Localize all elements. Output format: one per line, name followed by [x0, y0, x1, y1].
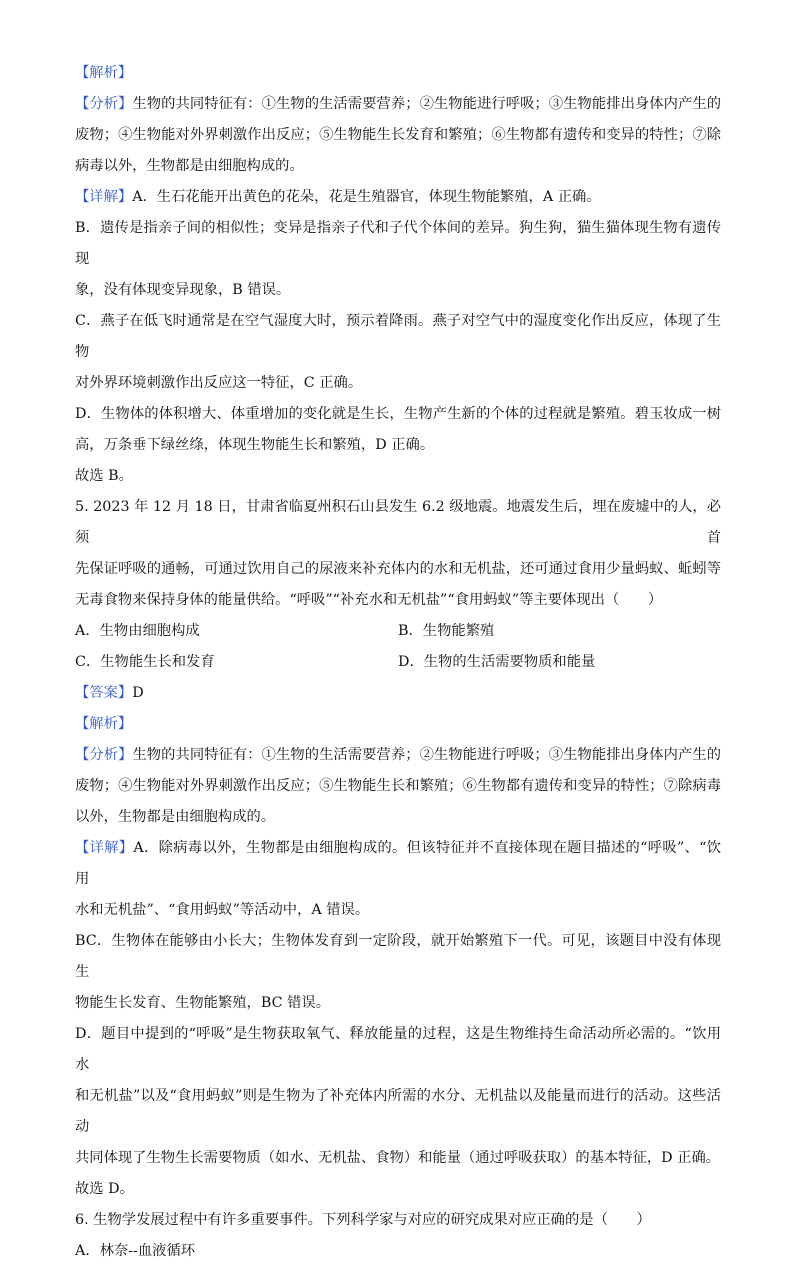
- q5-stem-line-2: 先保证呼吸的通畅，可通过饮用自己的尿液来补充体内的水和无机盐，还可通过食用少量蚂蚁、蚯蚓等: [75, 561, 721, 577]
- q4-jiexi-heading: [75, 58, 721, 89]
- q4-xiangjie-text-1: A．生石花能开出黄色的花朵，花是生殖器官，体现生物能繁殖，A 正确。: [132, 189, 601, 205]
- q4-fenxi-line-3: 病毒以外，生物都是由细胞构成的。: [75, 158, 304, 174]
- q4-xiangjie-line-4: C．燕子在低飞时通常是在空气湿度大时，预示着降雨。燕子对空气中的湿度变化作出反应，体现了生物: [75, 313, 721, 360]
- q4-xiangjie-line-6: D．生物体的体积增大、体重增加的变化就是生长，生物产生新的个体的过程就是繁殖。碧玉妆成一树: [75, 406, 721, 422]
- q5-answer: [75, 678, 721, 709]
- q5-fenxi-line-3: 以外，生物都是由细胞构成的。: [75, 809, 276, 825]
- q4-xiangjie-line-3: 象，没有体现变异现象，B 错误。: [75, 282, 291, 298]
- q4-conclusion: 故选 B。: [75, 468, 133, 484]
- jiexi-label: 【解析】: [75, 65, 133, 81]
- jiexi-label: 【解析】: [75, 716, 133, 732]
- q5-xiangjie-line-2: 水和无机盐”、“食用蚂蚁”等活动中，A 错误。: [75, 902, 370, 918]
- q6-option-a: A．林奈--血液循环: [75, 1243, 196, 1259]
- answer-label: 【答案】: [75, 685, 133, 701]
- q5-stem-line-1: 5. 2023 年 12 月 18 日，甘肃省临夏州积石山县发生 6.2 级地震。地震发生后，埋在废墟中的人，必须首: [75, 499, 721, 546]
- q5-xiangjie-line-5: D．题目中提到的“呼吸”是生物获取氧气、释放能量的过程，这是生物维持生命活动所必需的。“饮用水: [75, 1026, 721, 1073]
- q5-answer-value: D: [132, 685, 144, 701]
- q4-xiangjie-line-5: 对外界环境刺激作出反应这一特征，C 正确。: [75, 375, 363, 391]
- fenxi-label: 【分析】: [75, 96, 133, 112]
- q4-xiangjie-line-7: 高，万条垂下绿丝绦，体现生物能生长和繁殖，D 正确。: [75, 437, 435, 453]
- fenxi-label: 【分析】: [75, 747, 133, 763]
- q5-option-b: B．生物能繁殖: [398, 623, 495, 639]
- q5-fenxi-line-2: 废物；④生物能对外界刺激作出反应；⑤生物能生长和繁殖；⑥生物都有遗传和变异的特性；⑦除病毒: [75, 778, 721, 794]
- q4-fenxi-line-1: [75, 89, 721, 120]
- q5-xiangjie-line-1: [75, 833, 721, 895]
- q5-stem-line-3: 无毒食物来保持身体的能量供给。“呼吸”“补充水和无机盐”“食用蚂蚁”等主要体现出（ ）: [75, 592, 663, 608]
- q4-xiangjie-line-2: B．遗传是指亲子间的相似性；变异是指亲子代和子代个体间的差异。狗生狗，猫生猫体现生物有遗传现: [75, 220, 721, 267]
- q5-option-a: A．生物由细胞构成: [75, 623, 200, 639]
- q5-option-c: C．生物能生长和发育: [75, 654, 215, 670]
- xiangjie-label: 【详解】: [75, 189, 133, 205]
- q5-fenxi-text-1: 生物的共同特征有：①生物的生活需要营养；②生物能进行呼吸；③生物能排出身体内产生的: [132, 747, 722, 763]
- q5-xiangjie-line-7: 共同体现了生物生长需要物质（如水、无机盐、食物）和能量（通过呼吸获取）的基本特征，D 正确。: [75, 1150, 721, 1166]
- q5-option-d: D．生物的生活需要物质和能量: [398, 654, 596, 670]
- q4-fenxi-text-1: 生物的共同特征有：①生物的生活需要营养；②生物能进行呼吸；③生物能排出身体内产生的: [132, 96, 722, 112]
- q4-xiangjie-line-1: [75, 182, 721, 213]
- q5-options-row-2: [75, 647, 721, 678]
- q5-fenxi-line-1: [75, 740, 721, 771]
- q4-fenxi-line-2: 废物；④生物能对外界刺激作出反应；⑤生物能生长发育和繁殖；⑥生物都有遗传和变异的特性；⑦除: [75, 127, 721, 143]
- q5-jiexi-heading: [75, 709, 721, 740]
- q5-xiangjie-line-3: BC．生物体在能够由小长大；生物体发育到一定阶段，就开始繁殖下一代。可见，该题目中没有体现生: [75, 933, 721, 980]
- q5-xiangjie-line-4: 物能生长发育、生物能繁殖，BC 错误。: [75, 995, 331, 1011]
- document-content: [75, 58, 721, 1267]
- q6-stem: 6. 生物学发展过程中有许多重要事件。下列科学家与对应的研究成果对应正确的是（ ）: [75, 1212, 651, 1228]
- q5-xiangjie-text-1: A．除病毒以外，生物都是由细胞构成的。但该特征并不直接体现在题目描述的“呼吸”、“饮用: [75, 840, 722, 887]
- xiangjie-label: 【详解】: [75, 840, 134, 856]
- q5-options-row-1: [75, 616, 721, 647]
- q5-conclusion: 故选 D。: [75, 1181, 134, 1197]
- q5-xiangjie-line-6: 和无机盐”以及“食用蚂蚁”则是生物为了补充体内所需的水分、无机盐以及能量而进行的活动。这些活动: [75, 1088, 721, 1135]
